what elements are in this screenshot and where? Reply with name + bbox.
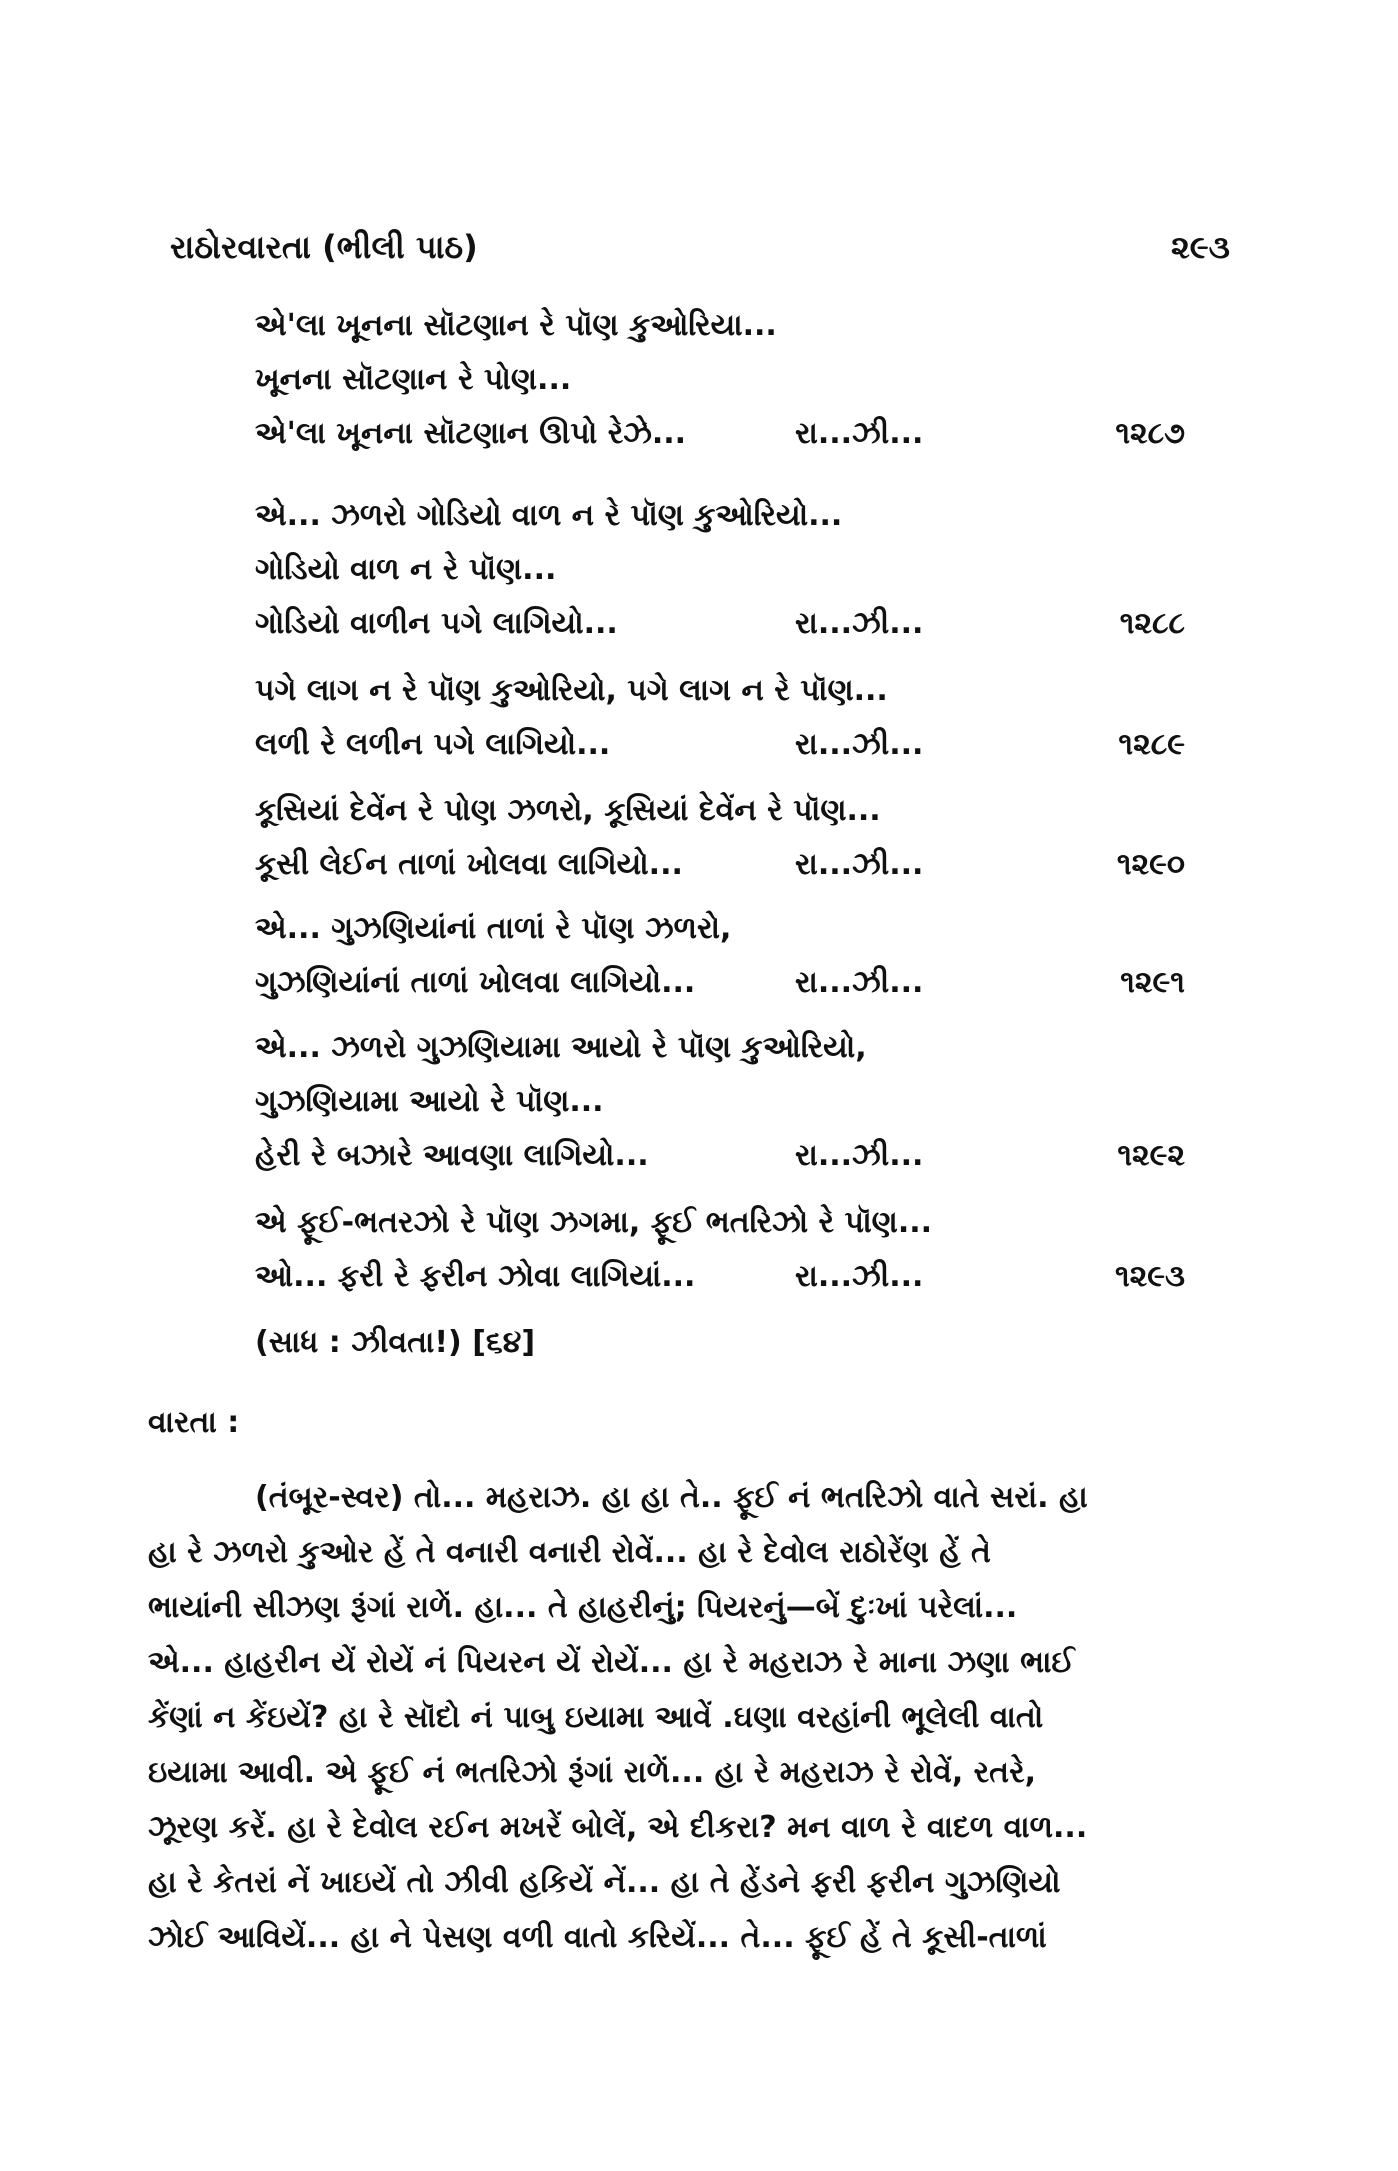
prose-line [148,1470,1208,1525]
verse-refrain: રા...ઝી... [795,847,924,882]
verse-text: કૂસિયાં દેવેંન રે પોણ ઝળરો, કૂસિયાં દેવેંન રે પૉણ... [255,793,881,828]
prose-line [148,1800,1208,1855]
verse-text: હેરી રે બઝારે આવણા લાગિયો... [255,1138,649,1173]
verse-number: ૧૨૯૨ [1117,1138,1185,1173]
prose-line-text: ઇયામા આવી. એ ફૂઈ નં ભતરિઝો રૂંગાં રાળેં... હા રે મહરાઝ રે રોવેં, રતરે, [148,1755,1036,1790]
prose-line [148,1745,1208,1800]
prose-line [148,1910,1208,1965]
verse-stanza [255,785,1185,893]
verse-text: પગે લાગ ન રે પૉણ કુઓરિયો, પગે લાગ ન રે પૉણ... [255,673,888,708]
verse-text: લળી રે લળીન પગે લાગિયો... [255,727,611,762]
verse-text: ખૂનના સૉટણાન રે પોણ... [255,362,572,397]
prose-line [148,1525,1208,1580]
verse-text: એ'લા ખૂનના સૉટણાન રે પૉણ કુઓરિયા... [255,308,777,343]
prose-line-text: કેંણાં ન કેંઇયેં? હા રે સૉદો નં પાબુ ઇયામા આવેં .ઘણા વરહાંની ભૂલેલી વાતો [148,1700,1044,1735]
verse-text: એ... ઝળરો ગુઝણિયામા આયો રે પૉણ કુઓરિયો, [255,1030,867,1065]
verse-number: ૧૨૯૧ [1120,965,1185,1000]
verse-stanza [255,903,1185,1011]
verse-line [255,903,1185,957]
verse-stanza [255,300,1185,462]
verse-stanza [255,1022,1185,1184]
prose-line [148,1580,1208,1635]
verse-text: ઓ... ફરી રે ફરીન ઝોવા લાગિયાં... [255,1259,696,1294]
prose-line-text: હા રે કેતરાં નેં ખાઇયેં તો ઝીવી હકિયેં નેં... હા તે હેંડને ફરી ફરીન ગુઝણિયો [148,1865,1061,1900]
prose-line-text: એ... હાહરીન યેં રોયેં નં પિયરન યેં રોયેં... હા રે મહરાઝ રે માના ઝણા ભાઈ [148,1645,1075,1680]
verse-line [255,665,1185,719]
verse-text: ગુઝણિયામા આયો રે પૉણ... [255,1084,604,1119]
verse-number: ૧૨૮૮ [1119,606,1185,641]
verse-number: ૧૨૮૭ [1115,416,1185,451]
verse-line [255,408,1185,462]
verse-text: એ... ગુઝણિયાંનાં તાળાં રે પૉણ ઝળરો, [255,911,732,946]
verse-line [255,1130,1185,1184]
verse-line [255,1197,1185,1251]
page-number: ૨૯૩ [1170,228,1230,266]
verse-line [255,1251,1185,1305]
running-header [170,228,1230,288]
verse-stanza [255,1197,1185,1305]
prose-line [148,1690,1208,1745]
verse-text: ગુઝણિયાંનાં તાળાં ખોલવા લાગિયો... [255,965,696,1000]
verse-line [255,839,1185,893]
prose-line-text: ઝોઈ આવિયેં... હા ને પેસણ વળી વાતો કરિયેં... તે... ફૂઈ હેં તે કૂસી-તાળાં [148,1920,1047,1955]
prose-line-text: (તંબૂર-સ્વર) તો... મહરાઝ. હા હા તે.. ફૂઈ નં ભતરિઝો વાતે સરાં. હા [255,1480,1088,1515]
verse-line [255,598,1185,652]
verse-text: કૂસી લેઈન તાળાં ખોલવા લાગિયો... [255,847,683,882]
verse-refrain: રા...ઝી... [795,727,924,762]
verse-text: એ... ઝળરો ગોડિયો વાળ ન રે પૉણ કુઓરિયો... [255,498,843,533]
prose-line-text: ઝૂરણ કરેં. હા રે દેવોલ રઈન મખરેં બોલેં, એ દીકરા? મન વાળ રે વાદળ વાળ... [148,1810,1088,1845]
verse-line [255,719,1185,773]
verse-line [255,1022,1185,1076]
verse-refrain: રા...ઝી... [795,416,924,451]
prose-line-text: હા રે ઝળરો કુઓર હેં તે વનારી વનારી રોવેં... હા રે દેવોલ રાઠોરેંણ હેં તે [148,1535,991,1570]
verse-line [255,490,1185,544]
verse-number: ૧૨૮૯ [1118,727,1185,762]
verse-line [255,785,1185,839]
prose-line-text: ભાયાંની સીઝણ રૂંગાં રાળેં. હા... તે હાહરીનું; પિયરનું—બેં દુઃખાં પરેલાં... [148,1590,1018,1625]
verse-refrain: રા...ઝી... [795,1138,924,1173]
verse-line [255,354,1185,408]
verse-text: એ ફૂઈ-ભતરઝો રે પૉણ ઝગમા, ફૂઈ ભતરિઝો રે પૉણ... [255,1205,933,1240]
verse-text: ગોડિયો વાળીન પગે લાગિયો... [255,606,618,641]
verse-line [255,957,1185,1011]
prose-paragraph [148,1470,1208,1965]
verse-line [255,300,1185,354]
section-heading: વારતા : [148,1405,240,1440]
verse-line [255,1076,1185,1130]
running-title: રાઠોરવારતા (ભીલી પાઠ) [170,228,478,266]
verse-text: એ'લા ખૂનના સૉટણાન ઊપો રેઝે... [255,416,687,451]
verse-line [255,544,1185,598]
closing-note: (સાધ : ઝીવતા!) [૬૪] [255,1325,536,1360]
verse-stanza [255,665,1185,773]
verse-number: ૧૨૯૦ [1116,847,1185,882]
verse-text: ગોડિયો વાળ ન રે પૉણ... [255,552,557,587]
verse-refrain: રા...ઝી... [795,965,924,1000]
prose-line [148,1635,1208,1690]
verse-refrain: રા...ઝી... [795,1259,924,1294]
verse-refrain: રા...ઝી... [795,606,924,641]
verse-stanza [255,490,1185,652]
verse-number: ૧૨૯૩ [1114,1259,1185,1294]
prose-line [148,1855,1208,1910]
